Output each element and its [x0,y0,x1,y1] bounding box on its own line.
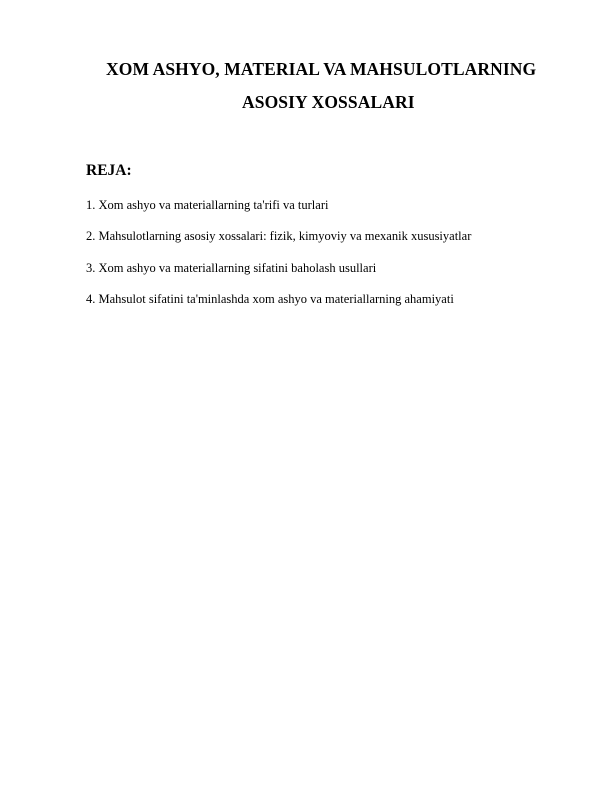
document-title-line-1: XOM ASHYO, MATERIAL VA MAHSULOTLARNING [106,59,537,79]
plan-list [86,197,471,322]
plan-item-3: 3. Xom ashyo va materiallarning sifatini baholash usullari [86,260,377,275]
plan-item-4: 4. Mahsulot sifatini ta'minlashda xom ashyo va materiallarning ahamiyati [86,291,454,306]
plan-item-2: 2. Mahsulotlarning asosiy xossalari: fizik, kimyoviy va mexanik xususiyatlar [86,229,472,244]
plan-heading: REJA: [86,162,132,179]
plan-item-1: 1. Xom ashyo va materiallarning ta'rifi va turlari [86,198,329,212]
document-title-line-2: ASOSIY XOSSALARI [242,92,415,112]
